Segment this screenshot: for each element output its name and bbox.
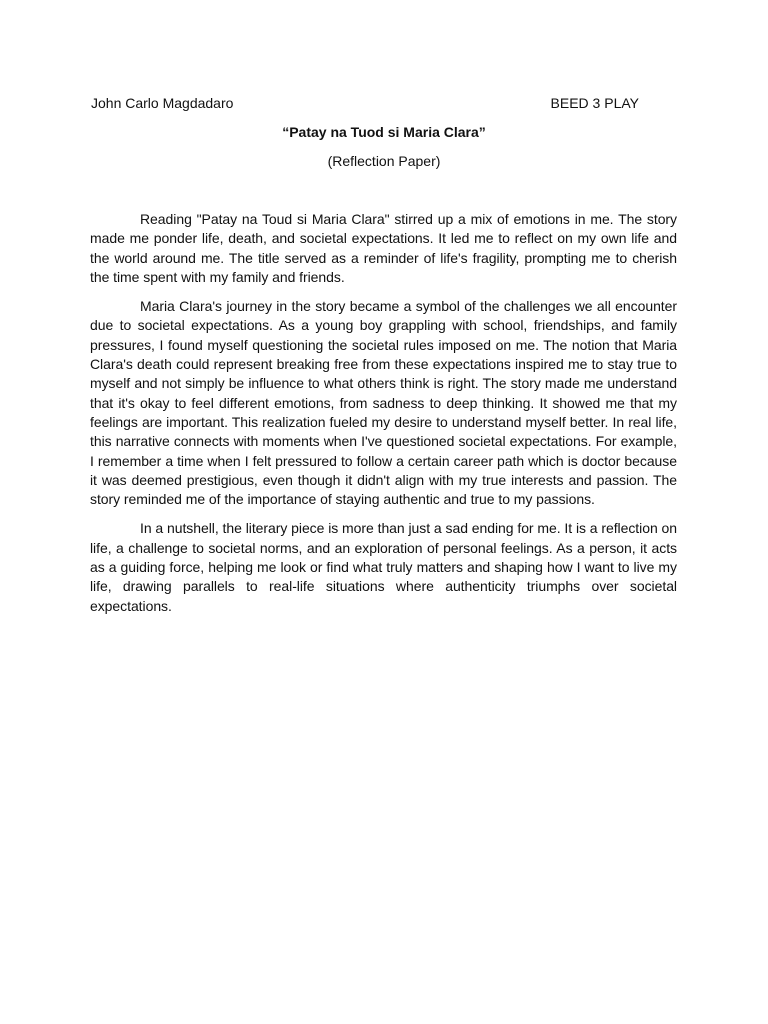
course-section: BEED 3 PLAY [550,95,639,111]
paragraph-2: Maria Clara's journey in the story became a symbol of the challenges we all encounter due to societal expectations. As a young boy grappling with school, friendships, and family pressures, I found myself questioning the societal rules imposed on me. The notion that Maria Clara's death could represent breaking free from these expectations inspired me to stay true to myself and not simply be influence to what others think is right. The story made me understand that it's okay to feel different emotions, from sadness to deep thinking. It showed me that my feelings are important. This realization fueled my desire to understand myself better. In real life, this narrative connects with moments when I've questioned societal expectations. For example, I remember a time when I felt pressured to follow a certain career path which is doctor because it was deemed prestigious, even though it didn't align with my true interests and passion. The story reminded me of the importance of staying authentic and true to my passions. [90,298,677,508]
author-name: John Carlo Magdadaro [91,95,234,111]
paper-title: “Patay na Tuod si Maria Clara” [282,124,486,140]
paper-subtitle: (Reflection Paper) [327,153,441,169]
paragraph-3: In a nutshell, the literary piece is more than just a sad ending for me. It is a reflection on life, a challenge to societal norms, and an exploration of personal feelings. As a person, it acts as a guiding force, helping me look or find what truly matters and shaping how I want to live my life, drawing parallels to real-life situations where authenticity triumphs over societal expectations. [90,520,677,614]
body-text [90,210,677,626]
paragraph-1: Reading "Patay na Toud si Maria Clara" stirred up a mix of emotions in me. The story made me ponder life, death, and societal expectations. It led me to reflect on my own life and the world around me. The title served as a reminder of life's fragility, prompting me to cherish the time spent with my family and friends. [90,211,677,285]
header-row [91,93,639,113]
